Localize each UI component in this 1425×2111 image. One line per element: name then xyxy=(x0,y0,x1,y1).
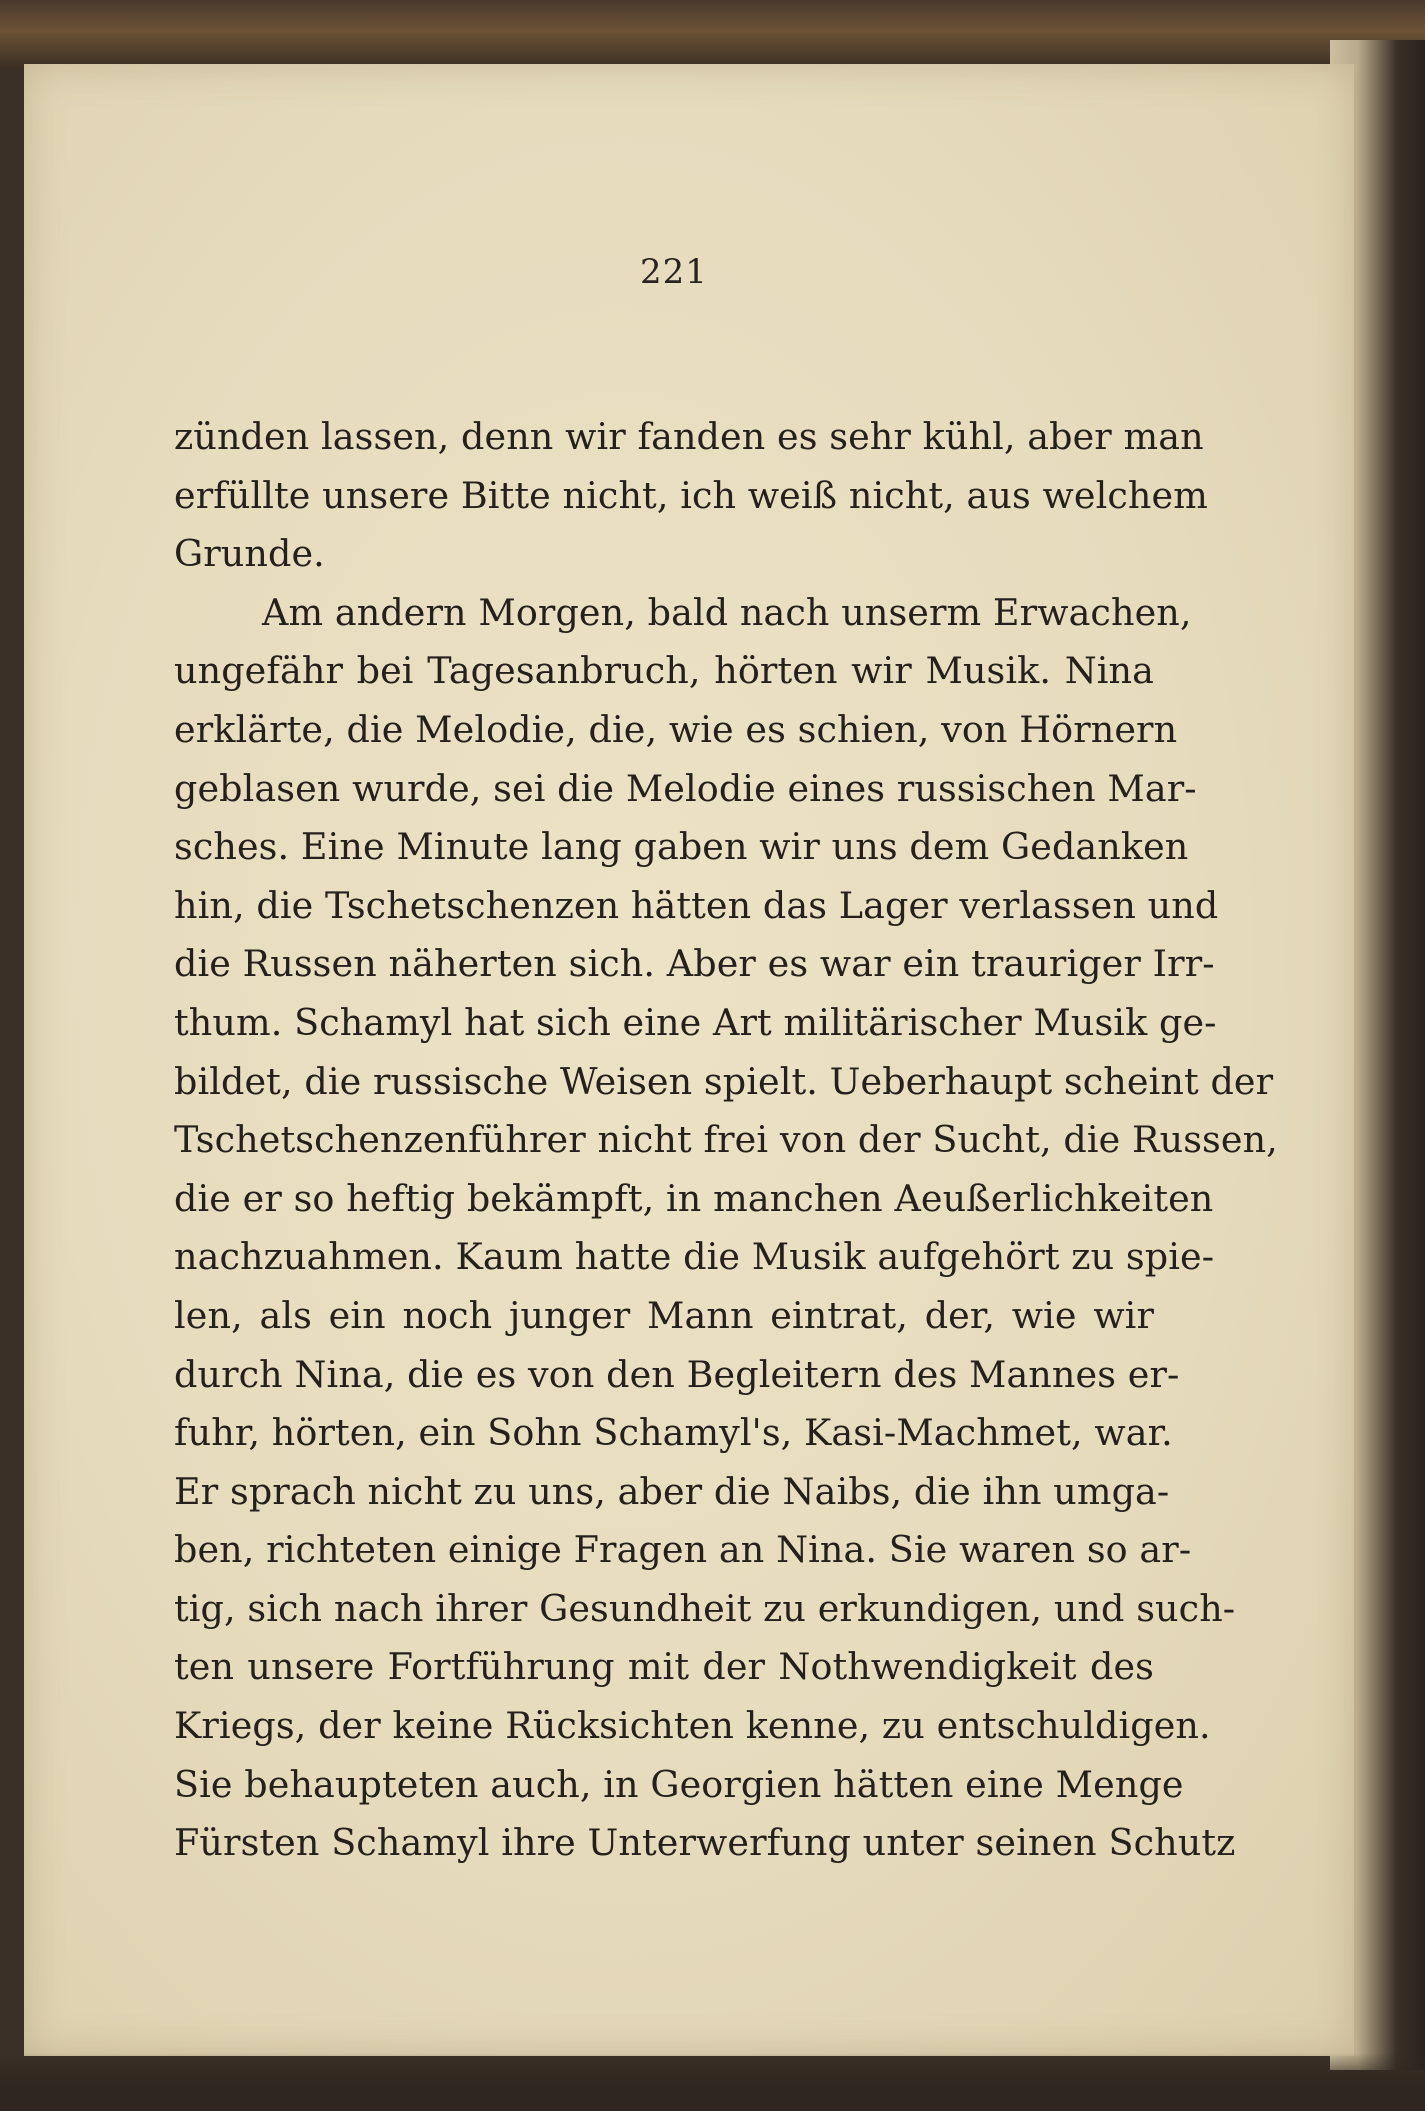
text-line: erfüllte unsere Bitte nicht, ich weiß nicht, aus welchem xyxy=(174,473,1208,517)
text-line: ungefähr bei Tagesanbruch, hörten wir Musik. Nina xyxy=(174,649,1154,693)
page-number: 221 xyxy=(640,252,708,292)
text-line: sches. Eine Minute lang gaben wir uns dem Gedanken xyxy=(174,825,1189,869)
text-line: nachzuahmen. Kaum hatte die Musik aufgehört zu spie- xyxy=(174,1235,1215,1279)
text-line: ten unsere Fortführung mit der Nothwendigkeit des xyxy=(174,1645,1154,1689)
text-line: Sie behaupteten auch, in Georgien hätten eine Menge xyxy=(174,1762,1184,1806)
text-line: Kriegs, der keine Rücksichten kenne, zu entschuldigen. xyxy=(174,1704,1211,1748)
book-binding-top xyxy=(0,0,1425,70)
text-line: fuhr, hörten, ein Sohn Schamyl's, Kasi-Machmet, war. xyxy=(174,1411,1173,1455)
text-line: geblasen wurde, sei die Melodie eines russischen Mar- xyxy=(174,766,1197,810)
text-line: tig, sich nach ihrer Gesundheit zu erkundigen, und such- xyxy=(174,1586,1236,1630)
body-text xyxy=(174,408,1278,1873)
text-line: erklärte, die Melodie, die, wie es schien, von Hörnern xyxy=(174,707,1178,751)
text-line: ben, richteten einige Fragen an Nina. Sie waren so ar- xyxy=(174,1528,1192,1572)
text-line: zünden lassen, denn wir fanden es sehr kühl, aber man xyxy=(174,415,1204,458)
text-line: durch Nina, die es von den Begleitern des Mannes er- xyxy=(174,1352,1180,1396)
text-line: Tschetschenzenführer nicht frei von der Sucht, die Russen, xyxy=(174,1118,1278,1162)
text-line: Am andern Morgen, bald nach unserm Erwachen, xyxy=(262,590,1192,634)
text-line: bildet, die russische Weisen spielt. Ueberhaupt scheint der xyxy=(174,1059,1274,1103)
text-line: die er so heftig bekämpft, in manchen Aeußerlichkeiten xyxy=(174,1176,1214,1220)
text-line: hin, die Tschetschenzen hätten das Lager verlassen und xyxy=(174,883,1219,927)
book-bottom-edge xyxy=(0,2053,1425,2111)
text-line: Grunde. xyxy=(174,532,325,576)
book-page xyxy=(24,64,1357,2056)
text-line: Fürsten Schamyl ihre Unterwerfung unter seinen Schutz xyxy=(174,1821,1236,1865)
text-line: Er sprach nicht zu uns, aber die Naibs, die ihn umga- xyxy=(174,1469,1170,1513)
text-line: thum. Schamyl hat sich eine Art militärischer Musik ge- xyxy=(174,1000,1217,1044)
text-line: die Russen näherten sich. Aber es war ein trauriger Irr- xyxy=(174,942,1215,986)
text-line: len, als ein noch junger Mann eintrat, der, wie wir xyxy=(174,1293,1154,1337)
